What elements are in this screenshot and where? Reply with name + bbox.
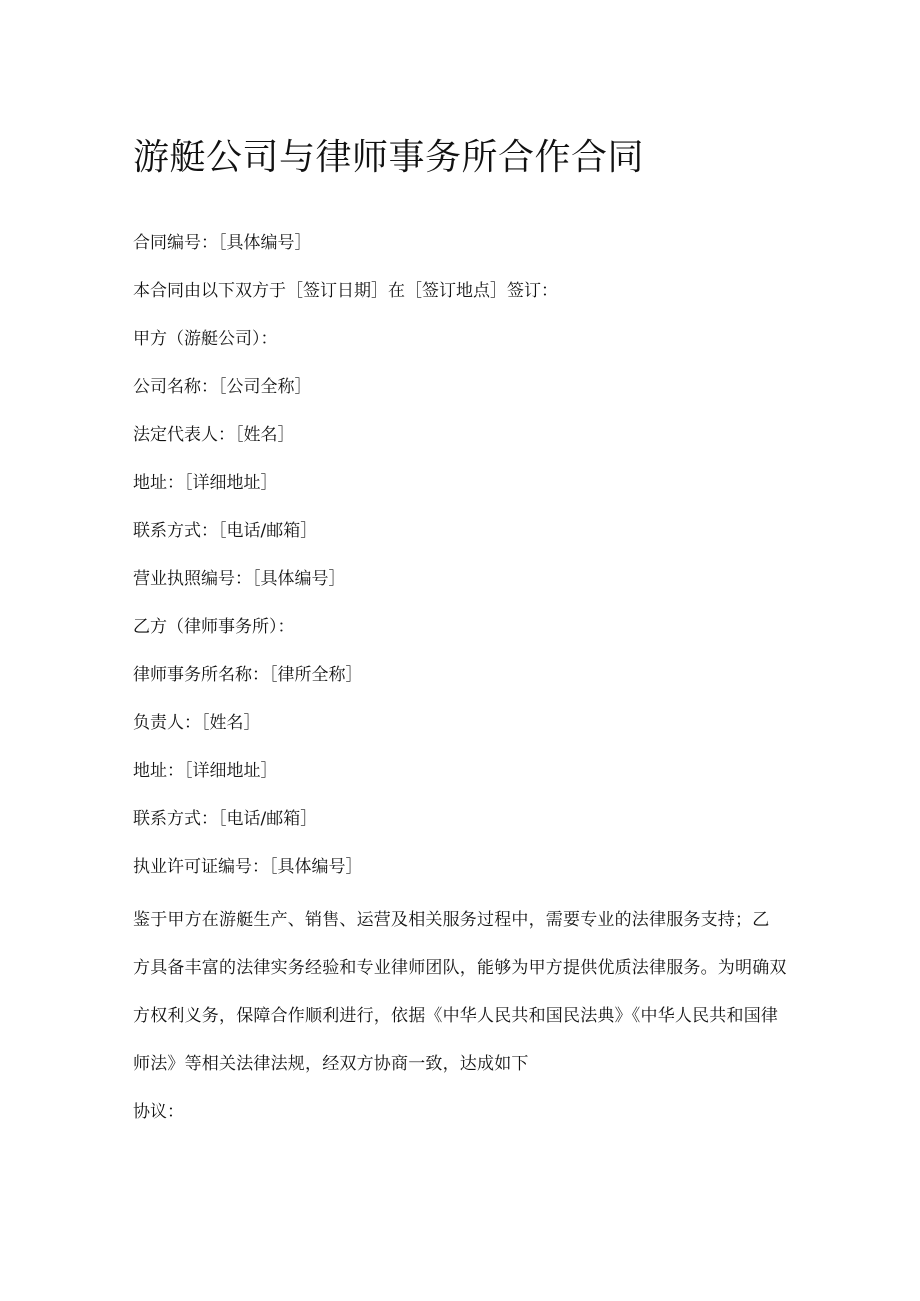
contract-field-list bbox=[133, 229, 558, 901]
party-b-heading: 乙方（律师事务所）： bbox=[133, 617, 295, 637]
preamble-paragraph: 鉴于甲方在游艇生产、销售、运营及相关服务过程中，需要专业的法律服务支持；乙 方具备丰富的法律实务经验和专业律师团队，能够为甲方提供优质法律服务。为明确双 方权利义务，保障合作顺利进行，依据《中华人民共和国民法典》《中华人民共和国律 师法》等相关法律法规，经双方协商一致，达成如下 bbox=[133, 910, 787, 1074]
party-b-contact: 联系方式：［电话/邮箱］ bbox=[133, 809, 318, 829]
party-a-company-name: 公司名称：［公司全称］ bbox=[133, 377, 312, 397]
party-a-license-number: 营业执照编号：［具体编号］ bbox=[133, 569, 346, 589]
party-a-contact: 联系方式：［电话/邮箱］ bbox=[133, 521, 318, 541]
party-b-permit-number: 执业许可证编号：［具体编号］ bbox=[133, 857, 363, 877]
party-a-legal-representative: 法定代表人：［姓名］ bbox=[133, 425, 295, 445]
signing-statement-line: 本合同由以下双方于［签订日期］在［签订地点］签订： bbox=[133, 281, 558, 301]
document-title: 游艇公司与律师事务所合作合同 bbox=[133, 137, 645, 178]
party-a-heading: 甲方（游艇公司）： bbox=[133, 329, 278, 349]
contract-number-line: 合同编号：［具体编号］ bbox=[133, 233, 312, 253]
party-b-address: 地址：［详细地址］ bbox=[133, 761, 278, 781]
party-b-firm-name: 律师事务所名称：［律所全称］ bbox=[133, 665, 363, 685]
party-a-address: 地址：［详细地址］ bbox=[133, 473, 278, 493]
party-b-principal: 负责人：［姓名］ bbox=[133, 713, 261, 733]
agreement-label: 协议： bbox=[133, 1102, 184, 1122]
